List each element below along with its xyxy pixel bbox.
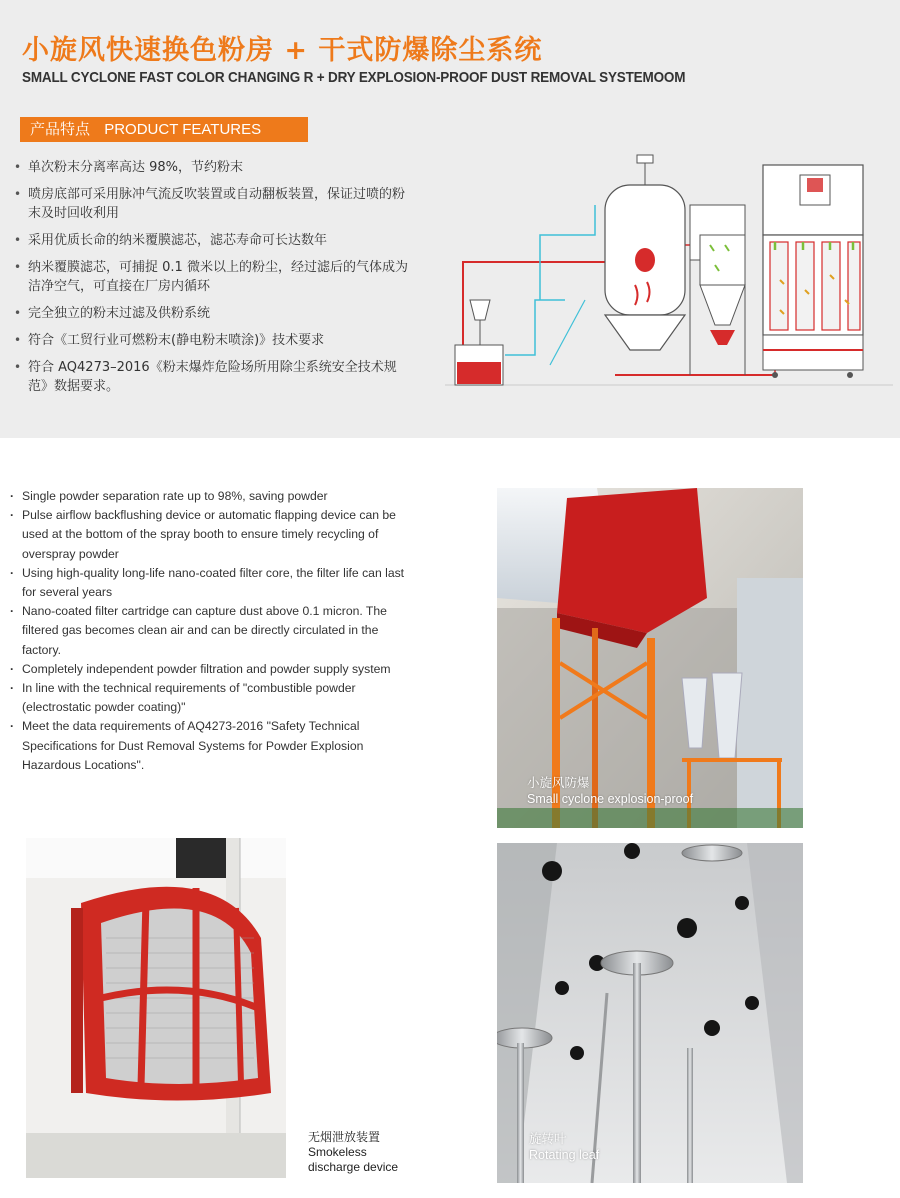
feature-en-item: · In line with the technical requirements of "combustible powder (electrostatic powder coating)"	[10, 679, 415, 717]
smokeless-photo	[26, 838, 286, 1178]
feature-en-item: · Completely independent powder filtration and powder supply system	[10, 660, 415, 679]
system-diagram	[445, 150, 893, 400]
feature-cn-item: • 喷房底部可采用脉冲气流反吹装置或自动翻板装置，保证过喷的粉末及时回收利用	[14, 185, 414, 223]
rotating-leaf-photo	[497, 843, 803, 1183]
feature-en-item: · Meet the data requirements of AQ4273-2016 "Safety Technical Specifications for Dust Removal Systems for Powder Explosion Hazardous Locations".	[10, 717, 415, 775]
features-heading	[20, 117, 308, 142]
feature-en-item: · Single powder separation rate up to 98%, saving powder	[10, 487, 415, 506]
feature-cn-item: • 单次粉末分离率高达 98%，节约粉末	[14, 158, 414, 177]
feature-cn-item: • 纳米覆膜滤芯，可捕捉 0.1 微米以上的粉尘，经过滤后的气体成为洁净空气，可直接在厂房内循环	[14, 258, 414, 296]
smokeless-caption-cn: 无烟泄放装置	[308, 1130, 381, 1144]
cyclone-photo	[497, 488, 803, 828]
features-list-cn	[14, 158, 414, 404]
feature-en-item: · Pulse airflow backflushing device or automatic flapping device can be used at the bottom of the spray booth to ensure timely recycling of overspray powder	[10, 506, 415, 564]
page-title-cn: 小旋风快速换色粉房 + 干式防爆除尘系统	[22, 35, 543, 66]
header-band	[0, 0, 900, 438]
feature-cn-item: • 完全独立的粉末过滤及供粉系统	[14, 304, 414, 323]
feature-en-item: · Using high-quality long-life nano-coated filter core, the filter life can last for several years	[10, 564, 415, 602]
features-heading-en: PRODUCT FEATURES	[104, 121, 262, 138]
feature-cn-item: • 符合《工贸行业可燃粉末(静电粉末喷涂)》技术要求	[14, 331, 414, 350]
cyclone-caption-cn: 小旋风防爆	[527, 776, 590, 790]
page-title-en: SMALL CYCLONE FAST COLOR CHANGING R + DRY EXPLOSION-PROOF DUST REMOVAL SYSTEMOOM	[22, 69, 686, 86]
rotating-caption-en: Rotating leaf	[529, 1148, 600, 1162]
feature-cn-item: • 符合 AQ4273–2016《粉末爆炸危险场所用除尘系统安全技术规范》数据要求。	[14, 358, 414, 396]
feature-en-item: · Nano-coated filter cartridge can capture dust above 0.1 micron. The filtered gas becomes clean air and can be directly circulated in the factory.	[10, 602, 415, 660]
rotating-caption-cn: 旋转叶	[529, 1132, 567, 1146]
feature-cn-item: • 采用优质长命的纳米覆膜滤芯，滤芯寿命可长达数年	[14, 231, 414, 250]
cyclone-caption-en: Small cyclone explosion-proof	[527, 792, 694, 806]
smokeless-caption-en: Smokeless discharge device	[308, 1145, 399, 1174]
features-list-en	[10, 487, 415, 775]
features-heading-cn: 产品特点	[30, 121, 91, 138]
